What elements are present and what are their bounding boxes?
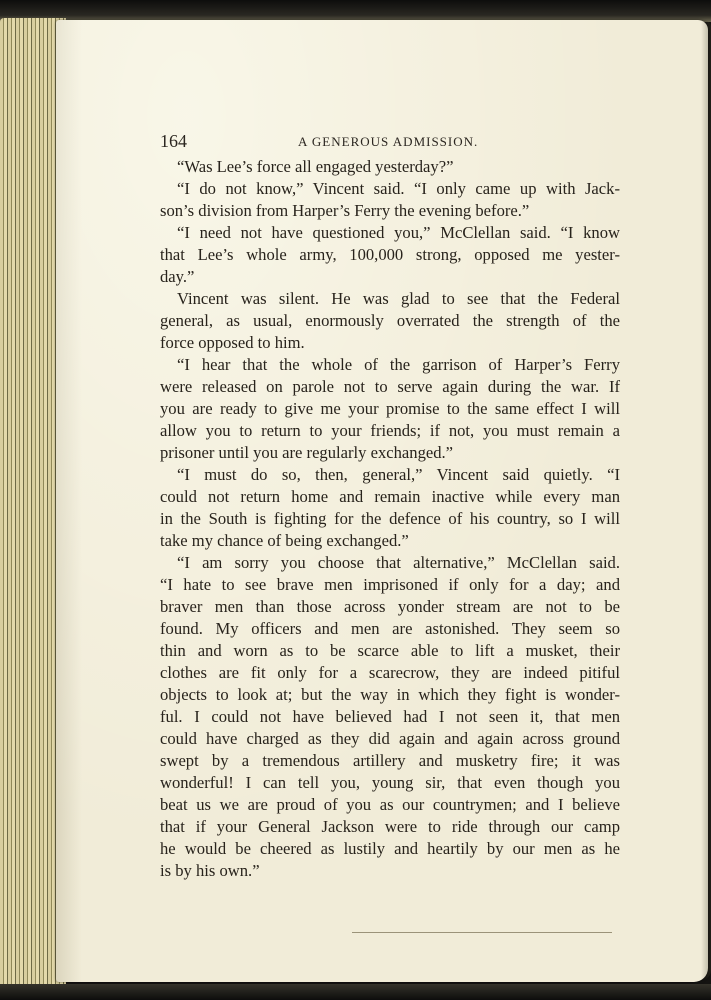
text-line: “I hate to see brave men imprisoned if only for a day; and	[160, 575, 620, 594]
text-line: “I am sorry you choose that alternative,” McClellan said.	[177, 553, 620, 572]
scanner-bottom-edge	[0, 984, 711, 1000]
text-line: could not return home and remain inactive while every man	[160, 487, 620, 506]
text-line: general, as usual, enormously overrated the strength of the	[160, 311, 620, 330]
text-line: in the South is fighting for the defence of his country, so I will	[160, 509, 620, 528]
text-line: “I must do so, then, general,” Vincent said quietly. “I	[177, 465, 620, 484]
text-line: day.”	[160, 267, 195, 286]
page-header	[160, 131, 620, 153]
footer-rule	[352, 932, 612, 933]
page-right-shadow	[701, 20, 711, 980]
text-line: take my chance of being exchanged.”	[160, 531, 409, 550]
text-line: beat us we are proud of you as our countrymen; and I believe	[160, 795, 620, 814]
text-line: objects to look at; but the way in which they fight is wonder-	[160, 685, 620, 704]
text-line: Vincent was silent. He was glad to see that the Federal	[177, 289, 620, 308]
page-number: 164	[160, 131, 187, 151]
text-line: ful. I could not have believed had I not seen it, that men	[160, 707, 620, 726]
body-text	[160, 156, 620, 882]
text-line: “I do not know,” Vincent said. “I only came up with Jack-	[177, 179, 620, 198]
scanner-top-edge	[0, 0, 711, 22]
text-line: “I hear that the whole of the garrison of Harper’s Ferry	[177, 355, 620, 374]
text-line: were released on parole not to serve again during the war. If	[160, 377, 620, 396]
text-line: “Was Lee’s force all engaged yesterday?”	[177, 157, 454, 176]
running-head: A GENEROUS ADMISSION.	[298, 134, 479, 149]
text-line: he would be cheered as lustily and heartily by our men as he	[160, 839, 620, 858]
text-line: “I need not have questioned you,” McClellan said. “I know	[177, 223, 620, 242]
text-line: is by his own.”	[160, 861, 260, 880]
text-line: swept by a tremendous artillery and musketry fire; it was	[160, 751, 620, 770]
text-line: thin and worn as to be scarce able to lift a musket, their	[160, 641, 620, 660]
text-line: son’s division from Harper’s Ferry the evening before.”	[160, 201, 530, 220]
text-line: could have charged as they did again and again across ground	[160, 729, 620, 748]
text-line: found. My officers and men are astonished. They seem so	[160, 619, 620, 638]
text-line: force opposed to him.	[160, 333, 305, 352]
text-line: clothes are fit only for a scarecrow, they are indeed pitiful	[160, 663, 620, 682]
text-line: that Lee’s whole army, 100,000 strong, opposed me yester-	[160, 245, 620, 264]
text-line: prisoner until you are regularly exchanged.”	[160, 443, 454, 462]
text-line: wonderful! I can tell you, young sir, that even though you	[160, 773, 620, 792]
text-line: that if your General Jackson were to ride through our camp	[160, 817, 620, 836]
text-line: you are ready to give me your promise to the same effect I will	[160, 399, 620, 418]
text-line: braver men than those across yonder stream are not to be	[160, 597, 620, 616]
text-line: allow you to return to your friends; if not, you must remain a	[160, 421, 620, 440]
